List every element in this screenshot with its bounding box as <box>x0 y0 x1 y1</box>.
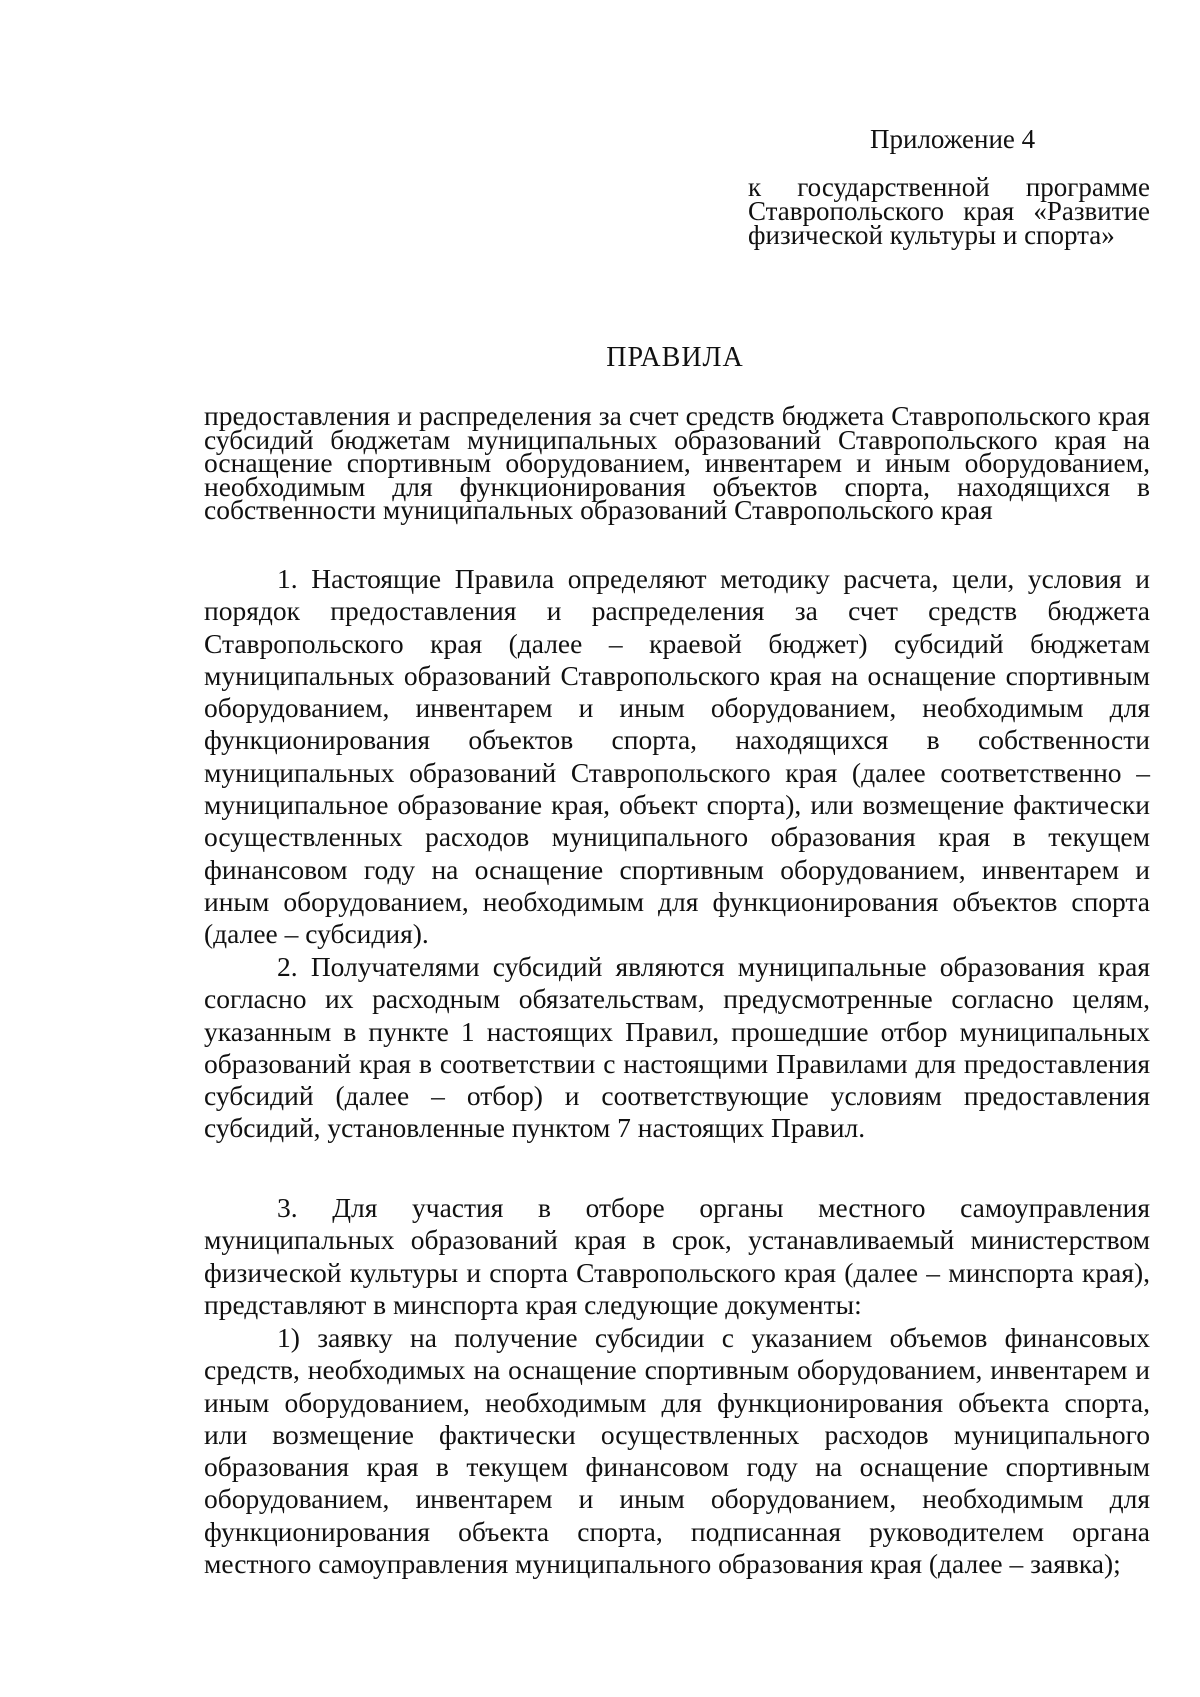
document-title: ПРАВИЛА <box>606 342 744 373</box>
appendix-label: Приложение 4 <box>870 124 1036 154</box>
paragraph-3: 3. Для участия в отборе органы местного самоуправления муниципальных образований края в срок, устанавливаемый министерством физической культуры и спорта Ставропольского края (далее – минспорта края), представляют в минспорта края следующие документы: <box>204 1192 1150 1320</box>
paragraph-1: 1. Настоящие Правила определяют методику расчета, цели, условия и порядок предоставления и распределения за счет средств бюджета Ставропольского края (далее – краевой бюджет) субсидий бюджетам муниципальных образований Ставропольского края на оснащение спортивным оборудованием, инвентарем и иным оборудованием, необходимым для функционирования объектов спорта, находящихся в собственности муниципальных образований Ставропольского края (далее соответственно – муниципальное образование края, объект спорта), или возмещение фактически осуществленных расходов муниципального образования края в текущем финансовом году на оснащение спортивным оборудованием, инвентарем и иным оборудованием, необходимым для функционирования объектов спорта (далее – субсидия). <box>204 563 1150 950</box>
document-subtitle: предоставления и распределения за счет средств бюджета Ставропольского края субсидий бюджетам муниципальных образований Ставропольского края на оснащение спортивным оборудованием, инвентарем и иным оборудованием, необходимым для функционирования объектов спорта, находящихся в собственности муниципальных образований Ставропольского края <box>204 400 1150 525</box>
paragraph-3-item-1: 1) заявку на получение субсидии с указанием объемов финансовых средств, необходимых на оснащение спортивным оборудованием, инвентарем и иным оборудованием, необходимым для функционирования объекта спорта, или возмещение фактически осуществленных расходов муниципального образования края в текущем финансовом году на оснащение спортивным оборудованием, инвентарем и иным оборудованием, необходимым для функционирования объекта спорта, подписанная руководителем органа местного самоуправления муниципального образования края (далее – заявка); <box>204 1322 1150 1580</box>
appendix-reference: к государственной программе Ставропольского края «Развитие физической культуры и спорта» <box>748 172 1150 250</box>
paragraph-2: 2. Получателями субсидий являются муниципальные образования края согласно их расходным обязательствам, предусмотренные согласно целям, указанным в пункте 1 настоящих Правил, прошедшие отбор муниципальных образований края в соответствии с настоящими Правилами для предоставления субсидий (далее – отбор) и соответствующие условиям предоставления субсидий, установленные пунктом 7 настоящих Правил. <box>204 951 1150 1144</box>
